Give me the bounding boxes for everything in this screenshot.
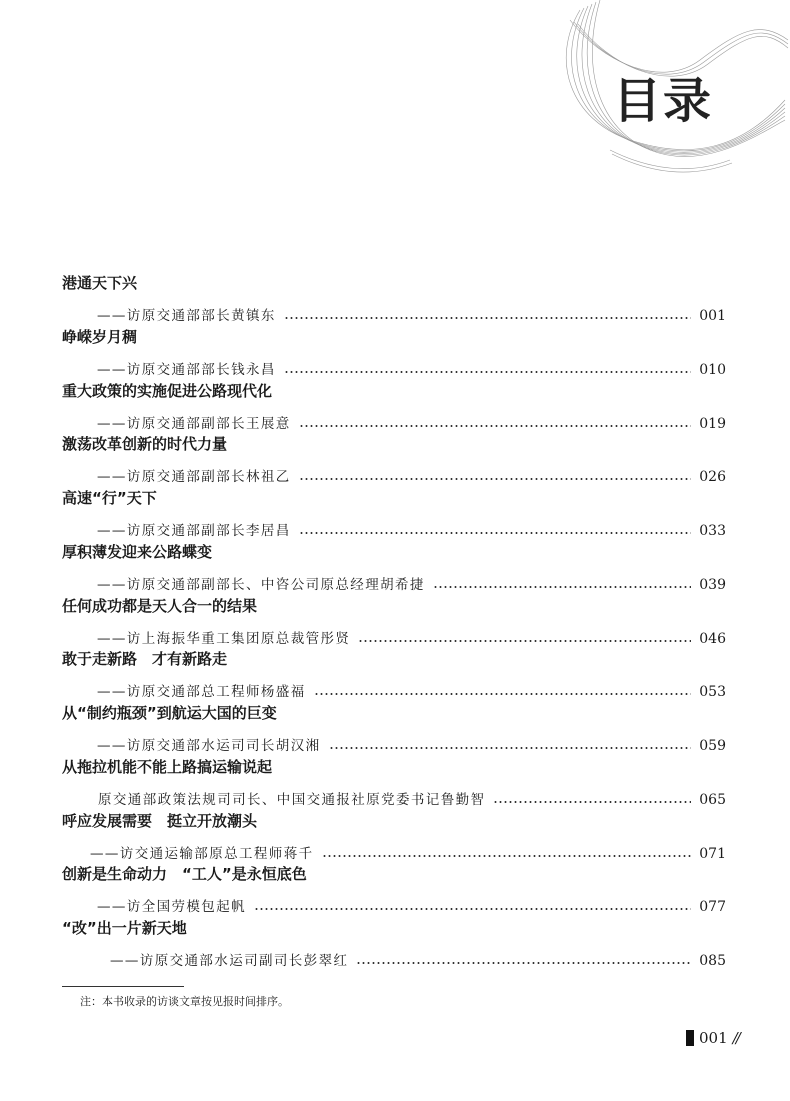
toc-entry-subtitle: 原交通部政策法规司司长、中国交通报社原党委书记鲁勤智	[98, 791, 486, 808]
toc-entry-line	[90, 838, 726, 862]
toc-entry-title: 创新是生命动力 “工人”是永恒底色	[62, 865, 307, 884]
toc-entry-subtitle: ——访原交通部副部长李居昌	[97, 523, 291, 539]
dot-leader	[329, 747, 692, 749]
toc-entry-line	[97, 515, 726, 539]
dot-leader	[284, 317, 691, 319]
toc-entry-title: 从拖拉机能不能上路搞运输说起	[62, 757, 273, 776]
toc-entry-page: 001	[699, 308, 726, 324]
toc-entry-line	[97, 891, 726, 915]
toc-entry-line	[97, 300, 726, 324]
footnote-rule	[62, 986, 184, 987]
dot-leader	[299, 425, 692, 427]
toc-entry-subtitle: ——访原交通部总工程师杨盛福	[97, 684, 306, 701]
toc-entry-page: 019	[699, 415, 726, 432]
folio-slash-mark: //	[732, 1029, 739, 1047]
toc-entry-subtitle: ——访原交通部副部长王展意	[97, 415, 291, 432]
toc-entry[interactable]	[62, 756, 726, 810]
toc-entry-subtitle: ——访原交通部部长钱永昌	[97, 361, 276, 378]
toc-entry[interactable]	[62, 541, 726, 595]
toc-entry-page: 085	[699, 953, 726, 969]
toc-entry-page: 071	[699, 845, 726, 862]
dot-leader	[299, 532, 692, 534]
toc-entry-line	[98, 784, 726, 808]
toc-entry[interactable]	[62, 595, 726, 649]
toc-entry[interactable]	[62, 487, 726, 541]
toc-entry[interactable]	[62, 272, 726, 326]
toc-entry-title: 重大政策的实施促进公路现代化	[62, 381, 273, 400]
dot-leader	[284, 371, 691, 373]
toc-entry-line	[97, 461, 726, 485]
toc-entry-line	[97, 408, 726, 432]
dot-leader	[322, 855, 692, 857]
page-title: 目录	[613, 73, 714, 129]
toc-entry-page: 077	[699, 899, 726, 916]
toc-entry-page: 039	[699, 576, 726, 593]
toc-entry-title: 任何成功都是天人合一的结果	[62, 596, 258, 615]
toc-entry-line	[97, 730, 726, 754]
toc-entry[interactable]	[62, 702, 726, 756]
toc-entry-page: 059	[699, 738, 726, 754]
page-folio	[686, 1029, 739, 1047]
dot-leader	[254, 908, 691, 910]
toc-entry-title: “改”出一片新天地	[62, 919, 187, 937]
toc-entry-line	[97, 354, 726, 378]
footnote: 注：本书收录的访谈文章按见报时间排序。	[80, 995, 289, 1008]
dot-leader	[493, 801, 691, 803]
dot-leader	[314, 693, 692, 695]
toc-entry-subtitle: ——访原交通部水运司副司长彭翠红	[110, 953, 349, 969]
dot-leader	[358, 640, 691, 642]
toc-entry-subtitle: ——访交通运输部原总工程师蒋千	[90, 845, 314, 862]
toc-entry-title: 呼应发展需要 挺立开放潮头	[62, 811, 258, 830]
toc-entry-subtitle: ——访原交通部部长黄镇东	[97, 308, 276, 324]
toc-entry-title: 厚积薄发迎来公路蝶变	[62, 542, 213, 561]
toc-entry-subtitle: ——访全国劳模包起帆	[97, 899, 246, 916]
toc-entry[interactable]	[62, 326, 726, 380]
toc-entry-title: 高速“行”天下	[62, 489, 157, 507]
toc-entry[interactable]	[62, 810, 726, 864]
toc-entry-line	[97, 569, 726, 593]
table-of-contents	[62, 272, 726, 971]
toc-entry-title: 峥嵘岁月稠	[62, 327, 138, 346]
toc-entry[interactable]	[62, 380, 726, 434]
toc-entry-page: 053	[699, 684, 726, 701]
dot-leader	[356, 962, 691, 964]
page-number: 001	[699, 1029, 728, 1047]
toc-entry-page: 026	[699, 469, 726, 486]
toc-entry-subtitle: ——访原交通部水运司司长胡汉湘	[97, 738, 321, 754]
toc-entry-page: 046	[699, 630, 726, 647]
toc-entry-title: 港通天下兴	[62, 274, 138, 292]
toc-entry-line	[110, 945, 726, 969]
folio-block-mark	[686, 1030, 694, 1046]
toc-entry-subtitle: ——访原交通部副部长林祖乙	[97, 469, 291, 486]
dot-leader	[433, 586, 691, 588]
toc-entry[interactable]	[62, 917, 726, 971]
toc-entry-line	[97, 676, 726, 700]
toc-entry-page: 010	[699, 361, 726, 378]
toc-entry[interactable]	[62, 433, 726, 487]
toc-entry-line	[97, 623, 726, 647]
toc-entry[interactable]	[62, 648, 726, 702]
toc-entry[interactable]	[62, 863, 726, 917]
dot-leader	[299, 478, 692, 480]
toc-entry-page: 065	[699, 791, 726, 808]
toc-entry-page: 033	[699, 523, 726, 539]
toc-entry-title: 从“制约瓶颈”到航运大国的巨变	[62, 704, 277, 722]
toc-entry-subtitle: ——访上海振华重工集团原总裁管彤贤	[97, 630, 351, 647]
toc-entry-subtitle: ——访原交通部副部长、中咨公司原总经理胡希捷	[97, 576, 425, 593]
toc-entry-title: 敢于走新路 才有新路走	[62, 650, 228, 669]
toc-entry-title: 激荡改革创新的时代力量	[62, 435, 228, 454]
